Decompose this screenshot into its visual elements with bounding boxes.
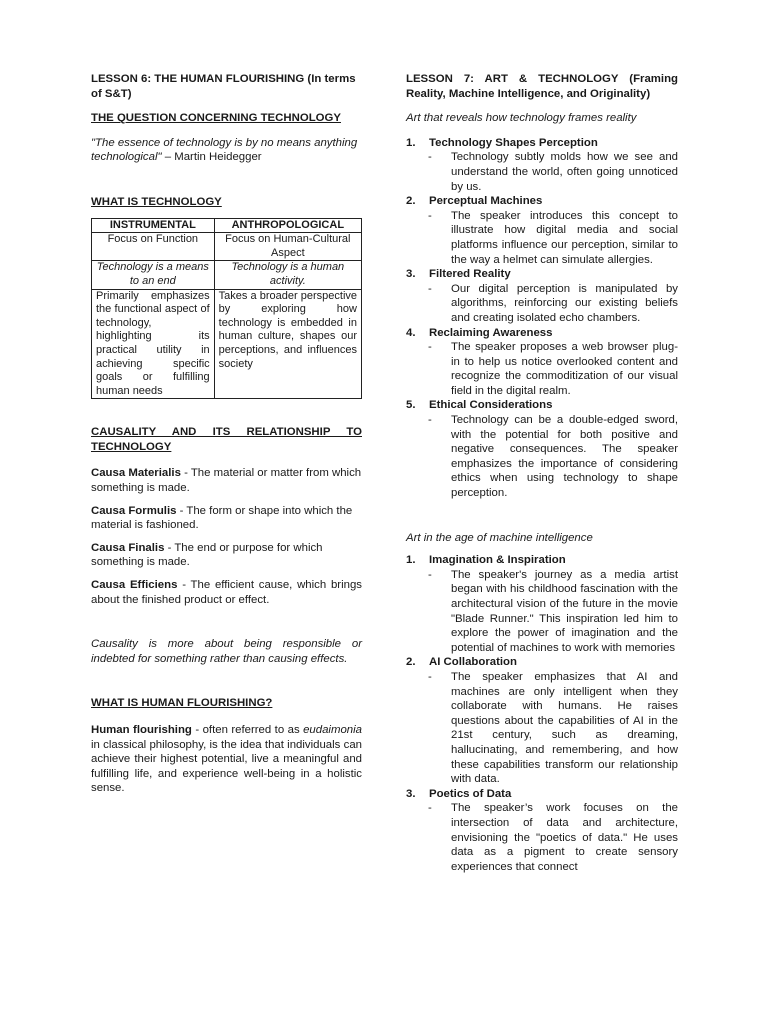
table-cell: Focus on Human-Cultural Aspect (214, 233, 361, 261)
item-title: Filtered Reality (429, 268, 511, 281)
item-number: 3. (406, 787, 416, 800)
item-number: 4. (406, 326, 416, 339)
dash-bullet: - (428, 802, 432, 815)
table-cell: Technology is a human activity. (214, 261, 361, 289)
item-title: Ethical Considerations (429, 399, 553, 412)
section-heading-human-flourishing: WHAT IS HUMAN FLOURISHING? (91, 697, 273, 710)
left-column (91, 72, 362, 796)
section-heading-what-is-technology: WHAT IS TECHNOLOGY (91, 195, 222, 208)
table-cell: Takes a broader perspective by exploring how technology is embedded in human culture, shapes our perceptions, and influences society (214, 289, 361, 399)
right-column (406, 72, 678, 874)
item-title: Imagination & Inspiration (429, 554, 566, 567)
header-instrumental: INSTRUMENTAL (92, 218, 215, 233)
table-row (92, 289, 362, 399)
cause-term: Causa Finalis (91, 541, 165, 554)
item-detail (406, 150, 678, 194)
section-heading-causality: CAUSALITY AND ITS RELATIONSHIP TO TECHNOLOGY (91, 426, 362, 453)
item-text: The speaker proposes a web browser plug-in to help us notice overlooked content and recognize the commoditization of our visual field in the digital realm. (451, 341, 678, 397)
table-header-row (92, 218, 362, 233)
heidegger-quote (91, 136, 362, 165)
item-text: The speaker emphasizes that AI and machines are only intelligent when they collaborate with humans. He raises questions about the capabilities of AI in the 21st century, such as dreaming, hallucinating, and remembering, and how these capabilities transform our relationship with data. (451, 670, 678, 786)
item-text: Technology can be a double-edged sword, with the potential for both positive and negative consequences. The speaker emphasizes the importance of considering ethics when using technology to shape perception. (451, 414, 678, 500)
subsection-machine-intelligence: Art in the age of machine intelligence (406, 531, 593, 544)
item-detail (406, 282, 678, 326)
list-item (406, 655, 678, 786)
item-title: Poetics of Data (429, 787, 512, 800)
item-number: 2. (406, 656, 416, 669)
item-text: Our digital perception is manipulated by algorithms, reinforcing our existing beliefs and creating isolated echo chambers. (451, 282, 678, 324)
cause-def: - The efficient cause, which brings about the finished product or effect. (91, 579, 362, 606)
cause-materialis (91, 466, 362, 495)
list-item (406, 787, 678, 875)
table-row (92, 233, 362, 261)
item-title: Technology Shapes Perception (429, 136, 598, 149)
cause-term: Causa Efficiens (91, 579, 178, 592)
header-anthropological: ANTHROPOLOGICAL (214, 218, 361, 233)
item-text: Technology subtly molds how we see and understand the world, often going unnoticed by us. (451, 151, 678, 193)
item-number: 3. (406, 268, 416, 281)
item-number: 5. (406, 399, 416, 412)
flourishing-term: Human flourishing (91, 724, 192, 736)
dash-bullet: - (428, 670, 432, 683)
cause-def: - The form or shape into which the material is fashioned. (91, 504, 353, 532)
table-cell: Primarily emphasizes the functional aspect of technology, highlighting its practical utility in achieving specific goals or fulfilling human needs (92, 289, 215, 399)
table-row (92, 261, 362, 289)
dash-bullet: - (428, 282, 432, 295)
item-detail (406, 340, 678, 398)
item-detail (406, 801, 678, 874)
item-detail (406, 568, 678, 656)
machine-intelligence-list (406, 553, 678, 874)
item-text: The speaker introduces this concept to illustrate how digital media and social platforms influence our perception, similar to the way a helmet can simulate allergies. (451, 209, 678, 266)
subsection-framing-reality: Art that reveals how technology frames reality (406, 112, 637, 125)
flourishing-italic: eudaimonia (303, 724, 362, 736)
list-item (406, 398, 678, 500)
cause-def: - The end or purpose for which something is made. (91, 541, 323, 569)
quote-text: "The essence of technology is by no means anything technological" (91, 136, 358, 164)
item-number: 1. (406, 136, 416, 149)
flourishing-pre: - often referred to as (191, 724, 304, 736)
item-text: The speaker's journey as a media artist began with his childhood fascination with the architectural vision of the future in the movie "Blade Runner." This inspiration led him to explore the power of imagination and the potential of machines to work with memories (451, 568, 678, 654)
list-item (406, 326, 678, 399)
cause-finalis (91, 541, 362, 570)
list-item (406, 136, 678, 194)
section-heading-question: THE QUESTION CONCERNING TECHNOLOGY (91, 112, 341, 125)
dash-bullet: - (428, 209, 432, 222)
table-cell: Technology is a means to an end (92, 261, 215, 289)
item-title: AI Collaboration (429, 656, 517, 669)
table-cell: Focus on Function (92, 233, 215, 261)
item-detail (406, 209, 678, 267)
dash-bullet: - (428, 568, 432, 581)
human-flourishing-definition (91, 723, 362, 796)
flourishing-post: in classical philosophy, is the idea that individuals can achieve their highest potential, live a meaningful and fulfilling life, and experience well-being in a holistic sense. (91, 738, 362, 795)
cause-term: Causa Materialis (91, 467, 181, 480)
technology-comparison-table (91, 218, 362, 400)
lesson7-title: LESSON 7: ART & TECHNOLOGY (Framing Reality, Machine Intelligence, and Originality) (406, 73, 678, 100)
cause-efficiens (91, 578, 362, 607)
lesson6-title: LESSON 6: THE HUMAN FLOURISHING (In terms of S&T) (91, 73, 356, 100)
item-number: 1. (406, 554, 416, 567)
cause-term: Causa Formulis (91, 504, 177, 517)
cause-def: - The material or matter from which something is made. (91, 467, 362, 495)
framing-reality-list (406, 136, 678, 501)
dash-bullet: - (428, 414, 432, 427)
dash-bullet: - (428, 151, 432, 164)
item-detail (406, 670, 678, 787)
item-text: The speaker’s work focuses on the intersection of data and architecture, envisioning the "poetics of data." He uses data as a pigment to create sensory experiences that connect (451, 802, 678, 873)
dash-bullet: - (428, 341, 432, 354)
item-detail (406, 413, 678, 501)
item-number: 2. (406, 195, 416, 208)
list-item (406, 194, 678, 267)
item-title: Perceptual Machines (429, 195, 543, 208)
list-item (406, 267, 678, 325)
item-title: Reclaiming Awareness (429, 326, 553, 339)
quote-author: – Martin Heidegger (161, 151, 262, 164)
list-item (406, 553, 678, 655)
cause-formulis (91, 504, 362, 533)
causality-note: Causality is more about being responsible or indebted for something rather than causing effects. (91, 638, 362, 665)
